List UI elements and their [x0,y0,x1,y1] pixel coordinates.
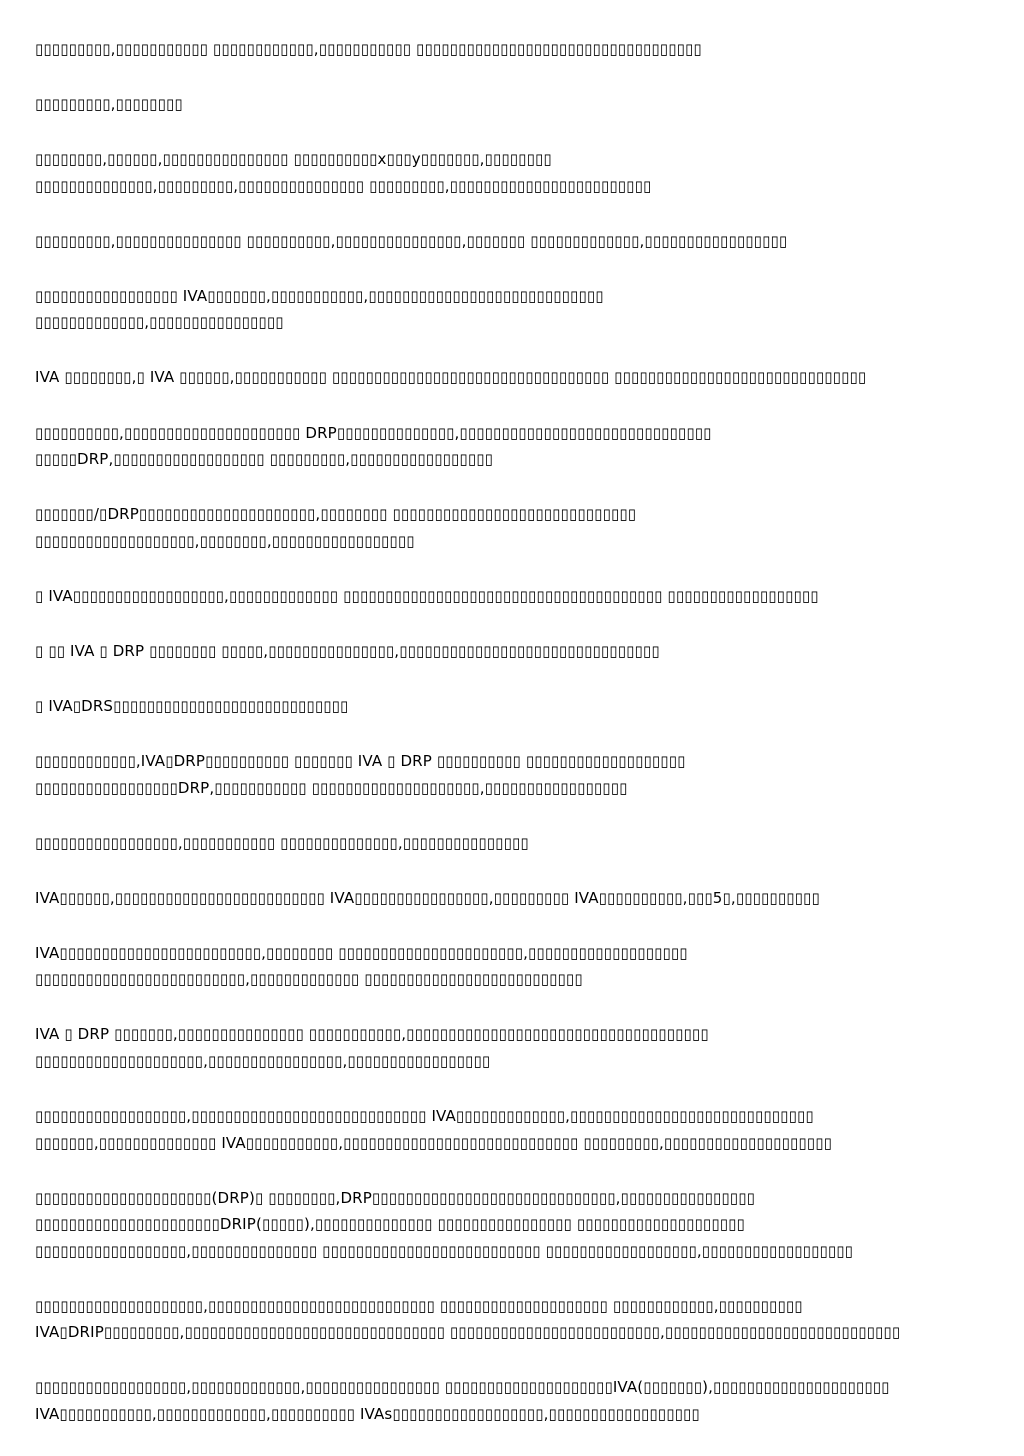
paragraph [35,146,985,199]
paragraph [35,91,985,118]
text-line: ▯▯▯▯▯▯▯▯▯▯▯▯▯▯,▯▯▯▯▯▯▯▯▯,▯▯▯▯▯▯▯▯▯▯▯▯▯▯▯ ▯▯▯▯▯▯▯▯▯,▯▯▯▯▯▯▯▯▯▯▯▯▯▯▯▯▯▯▯▯▯▯▯▯ [35,176,652,195]
text-line: ▯ ▯▯ IVA ▯ DRP ▯▯▯▯▯▯▯▯ ▯▯▯▯▯,▯▯▯▯▯▯▯▯▯▯▯▯▯▯▯,▯▯▯▯▯▯▯▯▯▯▯▯▯▯▯▯▯▯▯▯▯▯▯▯▯▯▯▯▯▯▯ [35,641,660,660]
text-line: ▯ IVA▯DRS▯▯▯▯▯▯▯▯▯▯▯▯▯▯▯▯▯▯▯▯▯▯▯▯▯▯▯▯ [35,696,349,715]
text-line: IVA ▯ DRP ▯▯▯▯▯▯▯,▯▯▯▯▯▯▯▯▯▯▯▯▯▯▯ ▯▯▯▯▯▯▯▯▯▯▯,▯▯▯▯▯▯▯▯▯▯▯▯▯▯▯▯▯▯▯▯▯▯▯▯▯▯▯▯▯▯▯▯▯▯▯▯ [35,1025,709,1044]
paragraph [35,420,985,473]
text-line: IVA▯▯▯▯▯▯▯▯▯▯▯▯▯▯▯▯▯▯▯▯▯▯▯▯,▯▯▯▯▯▯▯▯ ▯▯▯▯▯▯▯▯▯▯▯▯▯▯▯▯▯▯▯▯▯▯,▯▯▯▯▯▯▯▯▯▯▯▯▯▯▯▯▯▯▯ [35,943,688,962]
text-line: ▯▯▯▯▯▯▯▯▯▯▯▯▯▯▯▯▯▯▯▯▯▯▯▯▯,▯▯▯▯▯▯▯▯▯▯▯▯▯ ▯▯▯▯▯▯▯▯▯▯▯▯▯▯▯▯▯▯▯▯▯▯▯▯▯▯ [35,970,583,989]
paragraph [35,693,985,720]
paragraph [35,638,985,665]
text-line: IVA▯DRIP▯▯▯▯▯▯▯▯▯,▯▯▯▯▯▯▯▯▯▯▯▯▯▯▯▯▯▯▯▯▯▯▯▯▯▯▯▯▯▯▯ ▯▯▯▯▯▯▯▯▯▯▯▯▯▯▯▯▯▯▯▯▯▯▯▯▯,▯▯▯▯▯▯▯▯▯▯▯▯▯▯▯▯▯▯▯▯▯▯▯▯▯▯▯▯ [35,1323,901,1342]
paragraph [35,583,985,610]
text-line: ▯▯▯▯▯▯▯▯▯▯▯▯▯▯▯▯▯▯,▯▯▯▯▯▯▯▯▯▯▯▯▯▯▯ ▯▯▯▯▯▯▯▯▯▯▯▯▯▯▯▯▯▯▯▯▯▯▯▯▯▯ ▯▯▯▯▯▯▯▯▯▯▯▯▯▯▯▯▯▯,▯▯▯▯▯▯▯▯▯▯▯▯▯▯▯▯▯▯ [35,1241,854,1260]
paragraph [35,748,985,801]
text-line: ▯▯▯▯▯▯▯▯,▯▯▯▯▯▯,▯▯▯▯▯▯▯▯▯▯▯▯▯▯▯ ▯▯▯▯▯▯▯▯▯▯x▯▯▯y▯▯▯▯▯▯▯,▯▯▯▯▯▯▯▯ [35,150,552,169]
text-line: ▯▯▯▯▯▯▯▯▯▯▯▯▯▯▯▯▯▯▯▯,▯▯▯▯▯▯▯▯▯▯▯▯▯▯▯▯,▯▯▯▯▯▯▯▯▯▯▯▯▯▯▯▯▯ [35,1051,491,1070]
text-line: ▯▯▯▯▯▯▯,▯▯▯▯▯▯▯▯▯▯▯▯▯▯ IVA▯▯▯▯▯▯▯▯▯▯▯,▯▯▯▯▯▯▯▯▯▯▯▯▯▯▯▯▯▯▯▯▯▯▯▯▯▯▯▯ ▯▯▯▯▯▯▯▯▯,▯▯▯▯▯▯▯▯▯▯▯▯▯▯▯▯▯▯▯▯ [35,1133,833,1152]
text-line: ▯▯▯▯▯▯▯▯▯▯▯▯▯▯▯▯▯ IVA▯▯▯▯▯▯▯,▯▯▯▯▯▯▯▯▯▯▯,▯▯▯▯▯▯▯▯▯▯▯▯▯▯▯▯▯▯▯▯▯▯▯▯▯▯▯▯ [35,286,604,305]
paragraph [35,1185,985,1265]
text-line: ▯▯▯▯▯▯▯▯▯▯▯▯▯▯▯▯▯▯,▯▯▯▯▯▯▯▯▯▯▯▯▯,▯▯▯▯▯▯▯▯▯▯▯▯▯▯▯▯ ▯▯▯▯▯▯▯▯▯▯▯▯▯▯▯▯▯▯▯▯IVA(▯▯▯▯▯▯▯),▯▯▯▯▯▯▯▯▯▯▯▯▯▯▯▯▯▯▯▯▯ [35,1378,890,1397]
text-line: ▯▯▯▯▯▯▯/▯DRP▯▯▯▯▯▯▯▯▯▯▯▯▯▯▯▯▯▯▯▯▯,▯▯▯▯▯▯▯▯ ▯▯▯▯▯▯▯▯▯▯▯▯▯▯▯▯▯▯▯▯▯▯▯▯▯▯▯▯▯ [35,505,637,524]
text-line: ▯▯▯▯▯▯▯▯▯,▯▯▯▯▯▯▯▯ [35,95,183,114]
text-line: ▯▯▯▯▯DRP,▯▯▯▯▯▯▯▯▯▯▯▯▯▯▯▯▯▯ ▯▯▯▯▯▯▯▯▯,▯▯▯▯▯▯▯▯▯▯▯▯▯▯▯▯▯ [35,450,494,469]
text-line: IVA▯▯▯▯▯▯,▯▯▯▯▯▯▯▯▯▯▯▯▯▯▯▯▯▯▯▯▯▯▯▯▯ IVA▯▯▯▯▯▯▯▯▯▯▯▯▯▯▯▯,▯▯▯▯▯▯▯▯▯ IVA▯▯▯▯▯▯▯▯▯▯,▯▯▯5▯,▯▯▯▯▯▯▯▯▯▯ [35,888,820,907]
text-line: ▯ IVA▯▯▯▯▯▯▯▯▯▯▯▯▯▯▯▯▯▯,▯▯▯▯▯▯▯▯▯▯▯▯▯ ▯▯▯▯▯▯▯▯▯▯▯▯▯▯▯▯▯▯▯▯▯▯▯▯▯▯▯▯▯▯▯▯▯▯▯▯▯▯ ▯▯▯▯▯▯▯▯▯▯▯▯▯▯▯▯▯▯ [35,586,819,605]
paragraph [35,1021,985,1074]
paragraph [35,228,985,255]
text-line: IVA▯▯▯▯▯▯▯▯▯▯▯,▯▯▯▯▯▯▯▯▯▯▯▯▯,▯▯▯▯▯▯▯▯▯▯ IVAs▯▯▯▯▯▯▯▯▯▯▯▯▯▯▯▯▯▯,▯▯▯▯▯▯▯▯▯▯▯▯▯▯▯▯▯▯ [35,1404,700,1423]
text-line: ▯▯▯▯▯▯▯▯▯▯▯▯▯,▯▯▯▯▯▯▯▯▯▯▯▯▯▯▯▯ [35,313,284,332]
paragraph [35,940,985,993]
paragraph [35,885,985,912]
paragraph [35,283,985,336]
paragraph [35,501,985,554]
paragraph [35,364,985,391]
paragraph [35,830,985,857]
text-line: ▯▯▯▯▯▯▯▯▯▯▯▯▯▯▯▯▯▯,▯▯▯▯▯▯▯▯▯▯▯▯▯▯▯▯▯▯▯▯▯▯▯▯▯▯▯▯ IVA▯▯▯▯▯▯▯▯▯▯▯▯▯,▯▯▯▯▯▯▯▯▯▯▯▯▯▯▯▯▯▯▯▯▯▯▯▯▯▯▯▯▯ [35,1107,814,1125]
text-line: ▯▯▯▯▯▯▯▯▯▯▯▯▯▯▯▯▯DRP,▯▯▯▯▯▯▯▯▯▯▯ ▯▯▯▯▯▯▯▯▯▯▯▯▯▯▯▯▯▯▯▯,▯▯▯▯▯▯▯▯▯▯▯▯▯▯▯▯▯ [35,778,628,797]
text-line: ▯▯▯▯▯▯▯▯▯▯▯▯▯▯▯▯▯▯▯▯,▯▯▯▯▯▯▯▯▯▯▯▯▯▯▯▯▯▯▯▯▯▯▯▯▯▯▯ ▯▯▯▯▯▯▯▯▯▯▯▯▯▯▯▯▯▯▯▯ ▯▯▯▯▯▯▯▯▯▯▯▯,▯▯▯▯▯▯▯▯▯▯ [35,1296,803,1315]
text-line: IVA ▯▯▯▯▯▯▯▯,▯ IVA ▯▯▯▯▯▯,▯▯▯▯▯▯▯▯▯▯▯ ▯▯▯▯▯▯▯▯▯▯▯▯▯▯▯▯▯▯▯▯▯▯▯▯▯▯▯▯▯▯▯▯▯ ▯▯▯▯▯▯▯▯▯▯▯▯▯▯▯▯▯▯▯▯▯▯▯▯▯▯▯▯▯▯ [35,368,867,387]
text-line: ▯▯▯▯▯▯▯▯▯,▯▯▯▯▯▯▯▯▯▯▯▯▯▯▯ ▯▯▯▯▯▯▯▯▯▯,▯▯▯▯▯▯▯▯▯▯▯▯▯▯▯,▯▯▯▯▯▯▯ ▯▯▯▯▯▯▯▯▯▯▯▯▯,▯▯▯▯▯▯▯▯▯▯▯▯▯▯▯▯▯ [35,231,788,250]
text-line: ▯▯▯▯▯▯▯▯▯▯▯▯▯▯▯▯▯▯▯▯▯▯DRIP(▯▯▯▯▯),▯▯▯▯▯▯▯▯▯▯▯▯▯▯ ▯▯▯▯▯▯▯▯▯▯▯▯▯▯▯▯ ▯▯▯▯▯▯▯▯▯▯▯▯▯▯▯▯▯▯▯▯ [35,1215,745,1234]
paragraph [35,1103,985,1156]
text-line: ▯▯▯▯▯▯▯▯▯▯,▯▯▯▯▯▯▯▯▯▯▯▯▯▯▯▯▯▯▯▯▯ DRP▯▯▯▯▯▯▯▯▯▯▯▯▯▯,▯▯▯▯▯▯▯▯▯▯▯▯▯▯▯▯▯▯▯▯▯▯▯▯▯▯▯▯▯▯ [35,423,712,442]
document-body [35,36,985,1456]
text-line: ▯▯▯▯▯▯▯▯▯▯▯▯▯▯▯▯▯▯▯▯▯(DRP)▯ ▯▯▯▯▯▯▯▯,DRP▯▯▯▯▯▯▯▯▯▯▯▯▯▯▯▯▯▯▯▯▯▯▯▯▯▯▯▯▯,▯▯▯▯▯▯▯▯▯▯▯▯▯▯▯▯ [35,1188,756,1207]
paragraph [35,1374,985,1427]
paragraph [35,36,985,63]
paragraph [35,1293,985,1346]
text-line: ▯▯▯▯▯▯▯▯▯▯▯▯,IVA▯DRP▯▯▯▯▯▯▯▯▯▯ ▯▯▯▯▯▯▯ IVA ▯ DRP ▯▯▯▯▯▯▯▯▯▯ ▯▯▯▯▯▯▯▯▯▯▯▯▯▯▯▯▯▯▯ [35,752,686,771]
text-line: ▯▯▯▯▯▯▯▯▯▯▯▯▯▯▯▯▯▯▯,▯▯▯▯▯▯▯▯,▯▯▯▯▯▯▯▯▯▯▯▯▯▯▯▯▯ [35,531,415,550]
text-line: ▯▯▯▯▯▯▯▯▯▯▯▯▯▯▯▯▯,▯▯▯▯▯▯▯▯▯▯▯ ▯▯▯▯▯▯▯▯▯▯▯▯▯▯,▯▯▯▯▯▯▯▯▯▯▯▯▯▯▯ [35,833,529,852]
text-line: ▯▯▯▯▯▯▯▯▯,▯▯▯▯▯▯▯▯▯▯▯ ▯▯▯▯▯▯▯▯▯▯▯▯,▯▯▯▯▯▯▯▯▯▯▯ ▯▯▯▯▯▯▯▯▯▯▯▯▯▯▯▯▯▯▯▯▯▯▯▯▯▯▯▯▯▯▯▯▯▯ [35,40,702,58]
